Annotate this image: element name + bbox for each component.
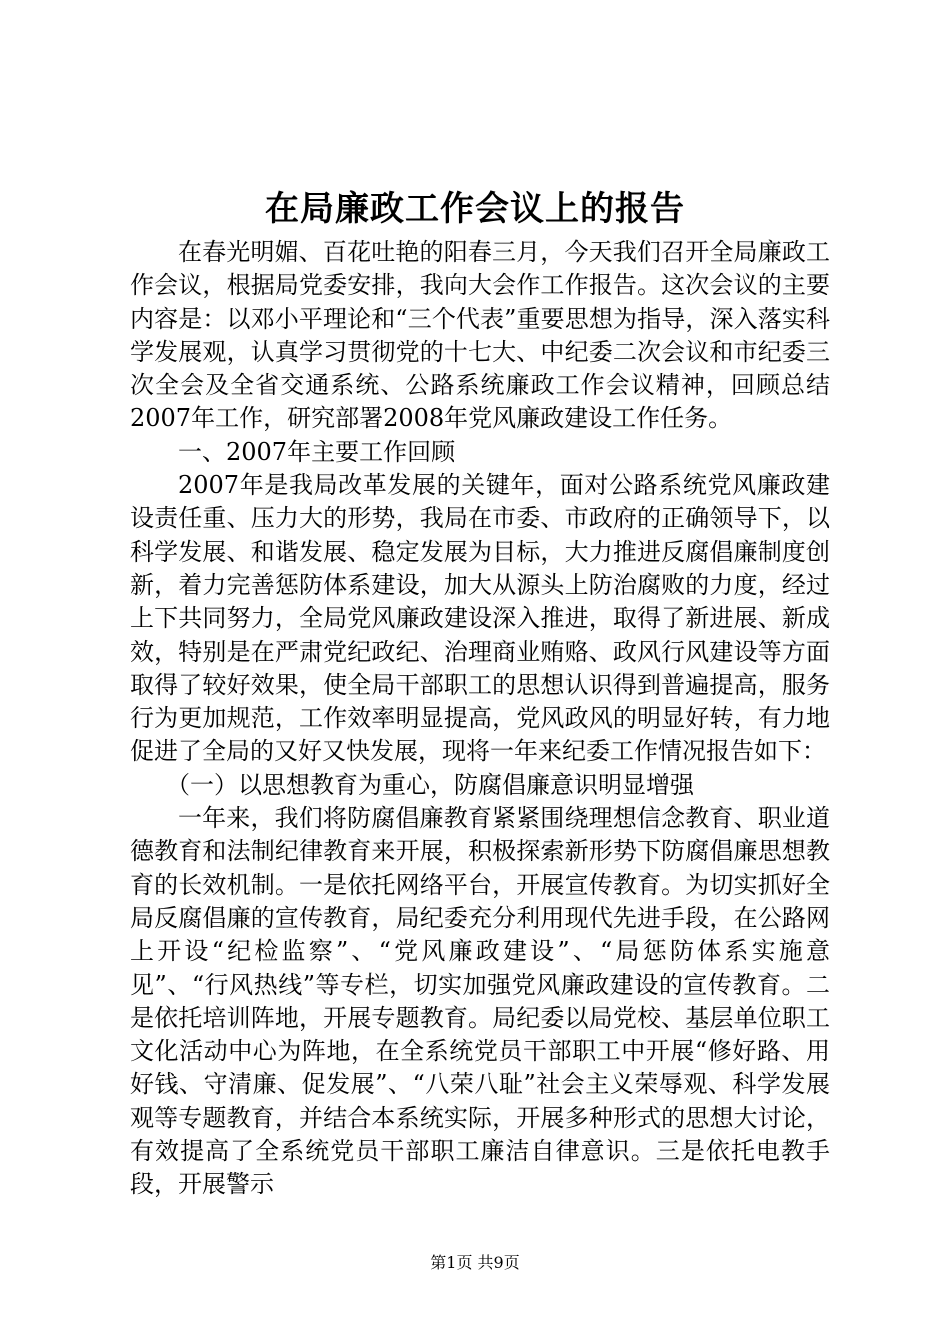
section-heading: 一、2007年主要工作回顾 xyxy=(178,437,456,466)
document-body xyxy=(130,236,830,1202)
intro-paragraph: 在春光明媚、百花吐艳的阳春三月，今天我们召开全局廉政工作会议，根据局党委安排，我向大会作工作报告。这次会议的主要内容是：以邓小平理论和“三个代表”重要思想为指导，深入落实科学发展观，认真学习贯彻党的十七大、中纪委二次会议和市纪委三次全会及全省交通系统、公路系统廉政工作会议精神，回顾总结2007年工作，研究部署2008年党风廉政建设工作任务。 xyxy=(130,238,830,433)
page-footer: 第1页 共9页 xyxy=(430,1253,520,1272)
document-title: 在局廉政工作会议上的报告 xyxy=(265,189,685,229)
subsection-heading: （一）以思想教育为重心，防腐倡廉意识明显增强 xyxy=(166,770,694,799)
education-paragraph: 一年来，我们将防腐倡廉教育紧紧围绕理想信念教育、职业道德教育和法制纪律教育来开展，积极探索新形势下防腐倡廉思想教育的长效机制。一是依托网络平台，开展宣传教育。为切实抓好全局反腐倡廉的宣传教育，局纪委充分利用现代先进手段，在公路网上开设“纪检监察”、“党风廉政建设”、“局惩防体系实施意见”、“行风热线”等专栏，切实加强党风廉政建设的宣传教育。二是依托培训阵地，开展专题教育。局纪委以局党校、基层单位职工文化活动中心为阵地，在全系统党员干部职工中开展“修好路、用好钱、守清廉、促发展”、“八荣八耻”社会主义荣辱观、科学发展观等专题教育，并结合本系统实际，开展多种形式的思想大讨论，有效提高了全系统党员干部职工廉洁自律意识。三是依托电教手段，开展警示 xyxy=(130,804,830,1199)
review-paragraph: 2007年是我局改革发展的关键年，面对公路系统党风廉政建设责任重、压力大的形势，我局在市委、市政府的正确领导下，以科学发展、和谐发展、稳定发展为目标，大力推进反腐倡廉制度创新，着力完善惩防体系建设，加大从源头上防治腐败的力度，经过上下共同努力，全局党风廉政建设深入推进，取得了新进展、新成效，特别是在严肃党纪政纪、治理商业贿赂、政风行风建设等方面取得了较好效果，使全局干部职工的思想认识得到普遍提高，服务行为更加规范，工作效率明显提高，党风政风的明显好转，有力地促进了全局的又好又快发展，现将一年来纪委工作情况报告如下： xyxy=(130,471,830,766)
